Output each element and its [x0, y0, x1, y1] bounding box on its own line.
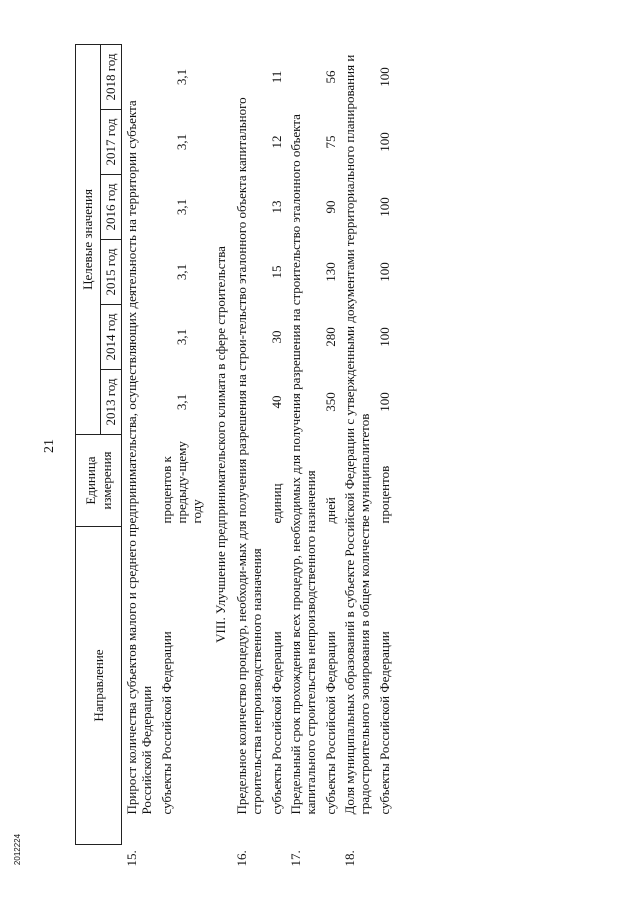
row-label: субъекты Российской Федерации [158, 631, 174, 815]
row-title: Предельное количество процедур, необходи-мых для получения разрешения на строи-тельство эталонного объекта капитального строительства непроизводственного назначения [233, 97, 265, 815]
table-row [267, 44, 286, 844]
targets-table [75, 44, 394, 867]
value-cell: 350 [322, 392, 338, 412]
header-targets: Целевые значения [76, 44, 101, 434]
row-title: Доля муниципальных образований в субъекте Российской Федерации с утвержденными документами территориального планирования и градостроительного зонирования в общем количестве муниципалитетов [341, 54, 373, 815]
table-row [375, 44, 394, 844]
header-year: 2016 год [101, 175, 122, 240]
value-cell: 3,1 [173, 328, 189, 346]
row-number: 18. [341, 850, 357, 867]
value-cell: 100 [376, 132, 392, 152]
value-cell: 100 [376, 327, 392, 347]
table-row [321, 44, 340, 844]
table-row [122, 44, 157, 844]
unit-cell: процентов к предыду-щему году [158, 441, 205, 524]
header-unit: Единица измерения [76, 435, 122, 527]
value-cell: 12 [268, 135, 284, 149]
value-cell: 100 [376, 197, 392, 217]
row-number: 15. [124, 850, 139, 867]
value-cell: 3,1 [173, 393, 189, 411]
header-year: 2018 год [101, 44, 122, 109]
section-title: VIII. Улучшение предпринимательского климата в сфере строительства [212, 246, 228, 643]
header-year: 2014 год [101, 305, 122, 370]
value-cell: 90 [322, 200, 338, 214]
document-code: 2012224 [13, 833, 23, 866]
page-number: 21 [42, 439, 57, 453]
header-year: 2013 год [101, 370, 122, 435]
unit-cell: дней [322, 497, 338, 524]
unit-cell: процентов [376, 465, 392, 524]
header-year: 2017 год [101, 110, 122, 175]
value-cell: 30 [268, 330, 284, 344]
section-row [207, 44, 232, 844]
value-cell: 13 [268, 200, 284, 214]
value-cell: 75 [322, 135, 338, 149]
table-row [232, 44, 267, 844]
table-row [286, 44, 321, 844]
unit-cell: единиц [268, 483, 284, 524]
header-year: 2015 год [101, 240, 122, 305]
value-cell: 3,1 [173, 133, 189, 151]
row-label: субъекты Российской Федерации [268, 631, 284, 815]
value-cell: 130 [322, 262, 338, 282]
row-label: субъекты Российской Федерации [322, 631, 338, 815]
value-cell: 56 [322, 70, 338, 84]
value-cell: 3,1 [173, 263, 189, 281]
table-row [157, 44, 207, 844]
value-cell: 40 [268, 395, 284, 409]
value-cell: 100 [376, 262, 392, 282]
value-cell: 280 [322, 327, 338, 347]
row-title: Предельный срок прохождения всех процедур, необходимых для получения разрешения на строительство эталонного объекта капитального строительства непроизводственного назначения [287, 114, 319, 815]
header-direction: Направление [76, 527, 122, 845]
row-number: 17. [287, 850, 303, 867]
table-row [340, 44, 375, 844]
rotated-page [75, 45, 595, 867]
value-cell: 15 [268, 265, 284, 279]
value-cell: 3,1 [173, 68, 189, 86]
row-number: 16. [233, 850, 249, 867]
value-cell: 100 [376, 392, 392, 412]
row-label: субъекты Российской Федерации [376, 631, 392, 815]
row-title: Прирост количества субъектов малого и среднего предпринимательства, осуществляющих деятельность на территории субъекта Российской Федерации [124, 100, 155, 815]
value-cell: 3,1 [173, 198, 189, 216]
value-cell: 100 [376, 67, 392, 87]
value-cell: 11 [268, 70, 284, 84]
